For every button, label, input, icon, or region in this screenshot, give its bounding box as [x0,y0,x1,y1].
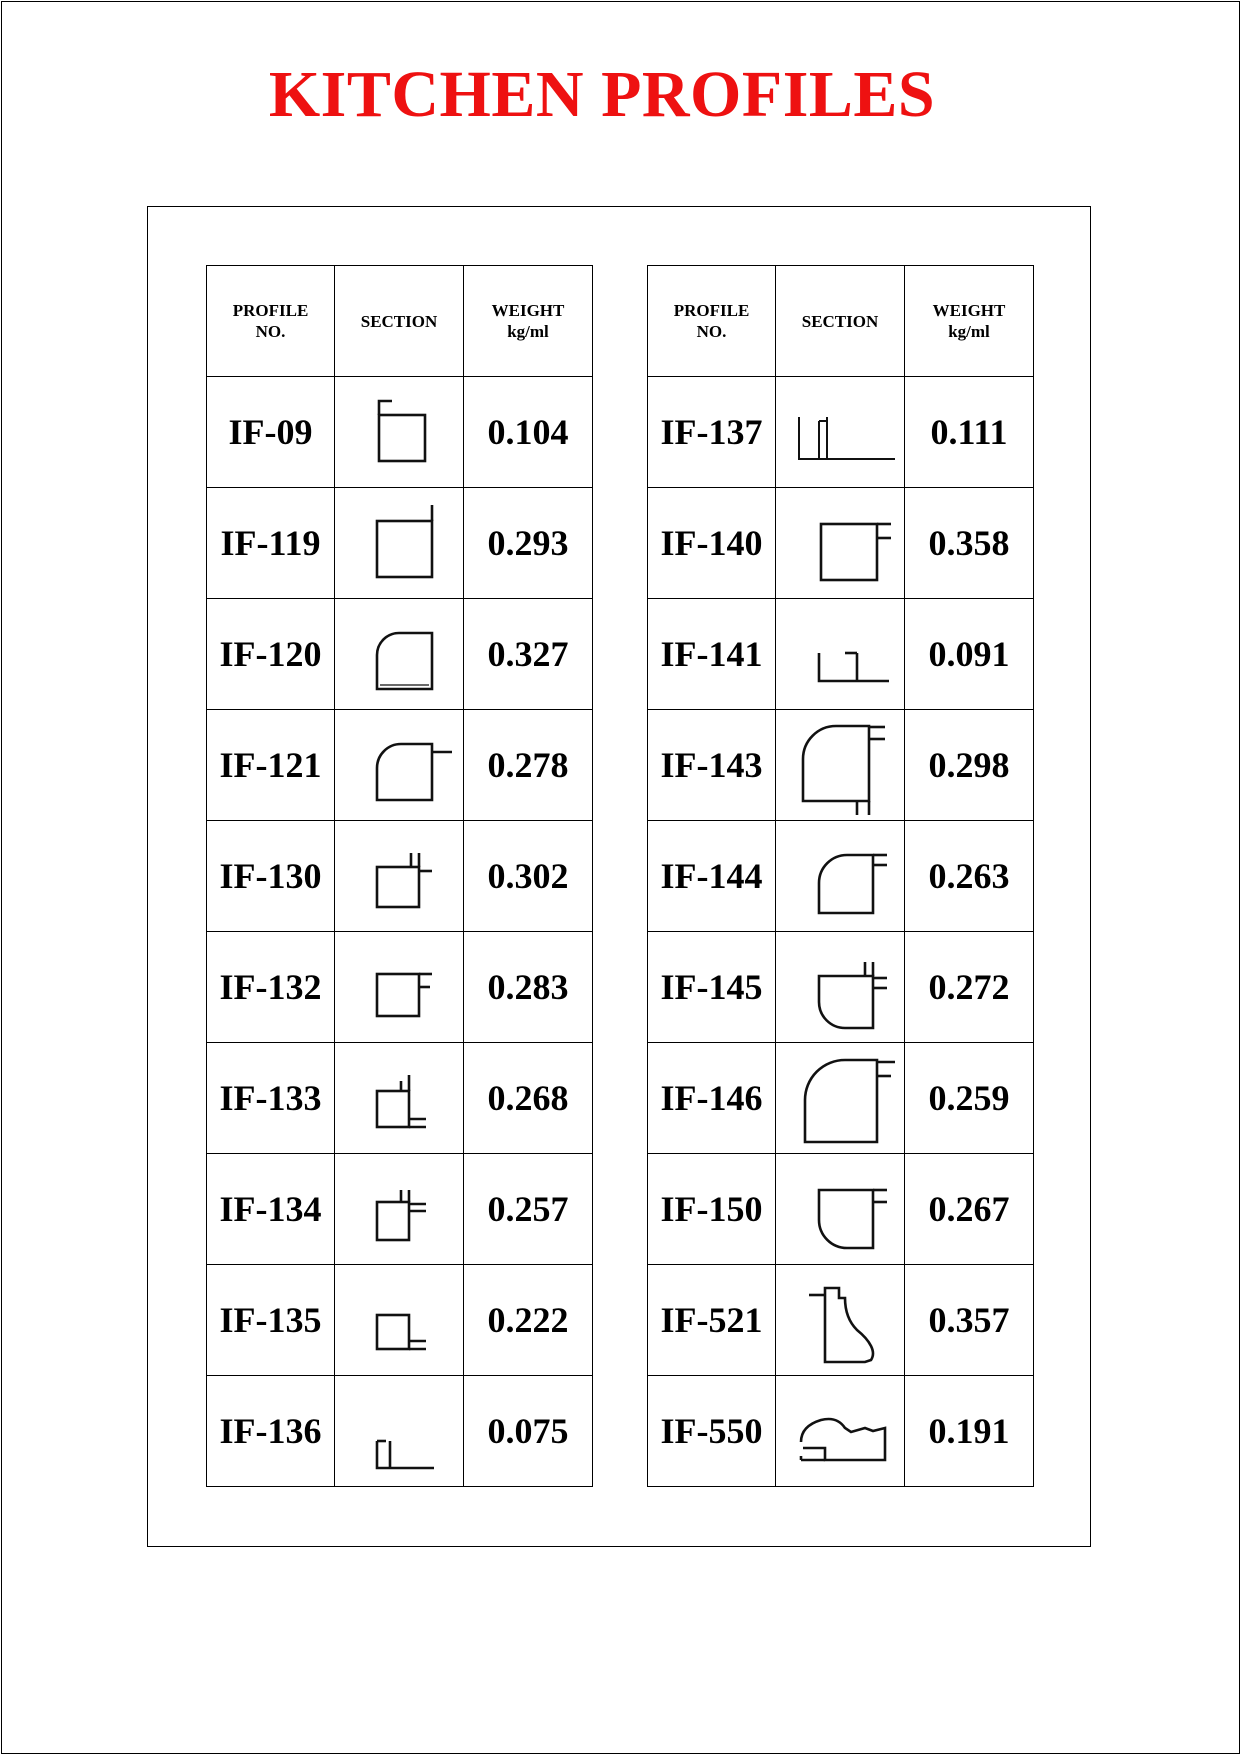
weight-value: 0.358 [905,488,1034,599]
if-144-section-icon [785,831,895,921]
profile-number: IF-133 [207,1043,335,1154]
profile-number: IF-150 [648,1154,776,1265]
table-row [648,1265,1034,1376]
if-133-section-icon [344,1053,454,1143]
table-row [648,599,1034,710]
if-09-section-icon [344,387,454,477]
table-row [207,710,593,821]
profile-number: IF-145 [648,932,776,1043]
weight-value: 0.302 [464,821,593,932]
page-title: KITCHEN PROFILES [268,58,936,131]
profile-number: IF-121 [207,710,335,821]
table-row [648,932,1034,1043]
table-row [207,1265,593,1376]
if-146-section-icon [785,1048,895,1148]
if-143-section-icon [785,715,895,815]
weight-value: 0.191 [905,1376,1034,1487]
header-profile-no [648,266,776,377]
table-header-row [207,266,593,377]
if-121-section-icon [344,720,454,810]
header-weight [905,266,1034,377]
weight-value: 0.327 [464,599,593,710]
table-row [207,932,593,1043]
profile-number: IF-119 [207,488,335,599]
table-row [648,1043,1034,1154]
if-135-section-icon [344,1275,454,1365]
weight-value: 0.263 [905,821,1034,932]
table-row [648,377,1034,488]
if-132-section-icon [344,942,454,1032]
profile-number: IF-140 [648,488,776,599]
profile-number: IF-132 [207,932,335,1043]
header-weight-line2: kg/ml [948,322,990,341]
header-profile-line2: NO. [696,322,727,341]
weight-value: 0.091 [905,599,1034,710]
if-120-section-icon [344,609,454,699]
table-row [648,1376,1034,1487]
profiles-table-right [647,265,1034,1487]
header-weight-line1: WEIGHT [491,301,565,320]
header-profile-no [207,266,335,377]
profile-number: IF-120 [207,599,335,710]
profile-number: IF-135 [207,1265,335,1376]
if-134-section-icon [344,1164,454,1254]
header-profile-line2: NO. [255,322,286,341]
if-150-section-icon [785,1164,895,1254]
weight-value: 0.283 [464,932,593,1043]
table-header-row [648,266,1034,377]
table-row [648,1154,1034,1265]
weight-value: 0.259 [905,1043,1034,1154]
profile-number: IF-521 [648,1265,776,1376]
table-row [648,488,1034,599]
table-row [648,821,1034,932]
header-weight-line2: kg/ml [507,322,549,341]
profile-number: IF-134 [207,1154,335,1265]
if-130-section-icon [344,831,454,921]
profile-number: IF-136 [207,1376,335,1487]
header-profile-line1: PROFILE [673,301,750,320]
header-section: SECTION [335,266,464,377]
weight-value: 0.272 [905,932,1034,1043]
weight-value: 0.222 [464,1265,593,1376]
header-weight [464,266,593,377]
profile-number: IF-143 [648,710,776,821]
header-weight-line1: WEIGHT [932,301,1006,320]
profile-number: IF-09 [207,377,335,488]
if-136-section-icon [344,1386,454,1476]
profile-number: IF-144 [648,821,776,932]
if-119-section-icon [344,498,454,588]
profile-number: IF-550 [648,1376,776,1487]
header-profile-line1: PROFILE [232,301,309,320]
table-row [207,599,593,710]
profile-number: IF-137 [648,377,776,488]
weight-value: 0.111 [905,377,1034,488]
table-row [207,821,593,932]
weight-value: 0.075 [464,1376,593,1487]
profiles-table-left [206,265,593,1487]
if-145-section-icon [785,942,895,1032]
weight-value: 0.357 [905,1265,1034,1376]
if-550-section-icon [785,1386,895,1476]
weight-value: 0.293 [464,488,593,599]
weight-value: 0.268 [464,1043,593,1154]
if-137-section-icon [785,387,895,477]
table-row [207,488,593,599]
table-row [207,1043,593,1154]
weight-value: 0.104 [464,377,593,488]
if-140-section-icon [785,498,895,588]
if-521-section-icon [785,1270,895,1370]
table-row [207,377,593,488]
table-row [207,1154,593,1265]
if-141-section-icon [785,609,895,699]
table-row [648,710,1034,821]
profile-number: IF-141 [648,599,776,710]
weight-value: 0.257 [464,1154,593,1265]
header-section: SECTION [776,266,905,377]
profile-number: IF-146 [648,1043,776,1154]
weight-value: 0.298 [905,710,1034,821]
table-row [207,1376,593,1487]
profile-number: IF-130 [207,821,335,932]
weight-value: 0.267 [905,1154,1034,1265]
weight-value: 0.278 [464,710,593,821]
